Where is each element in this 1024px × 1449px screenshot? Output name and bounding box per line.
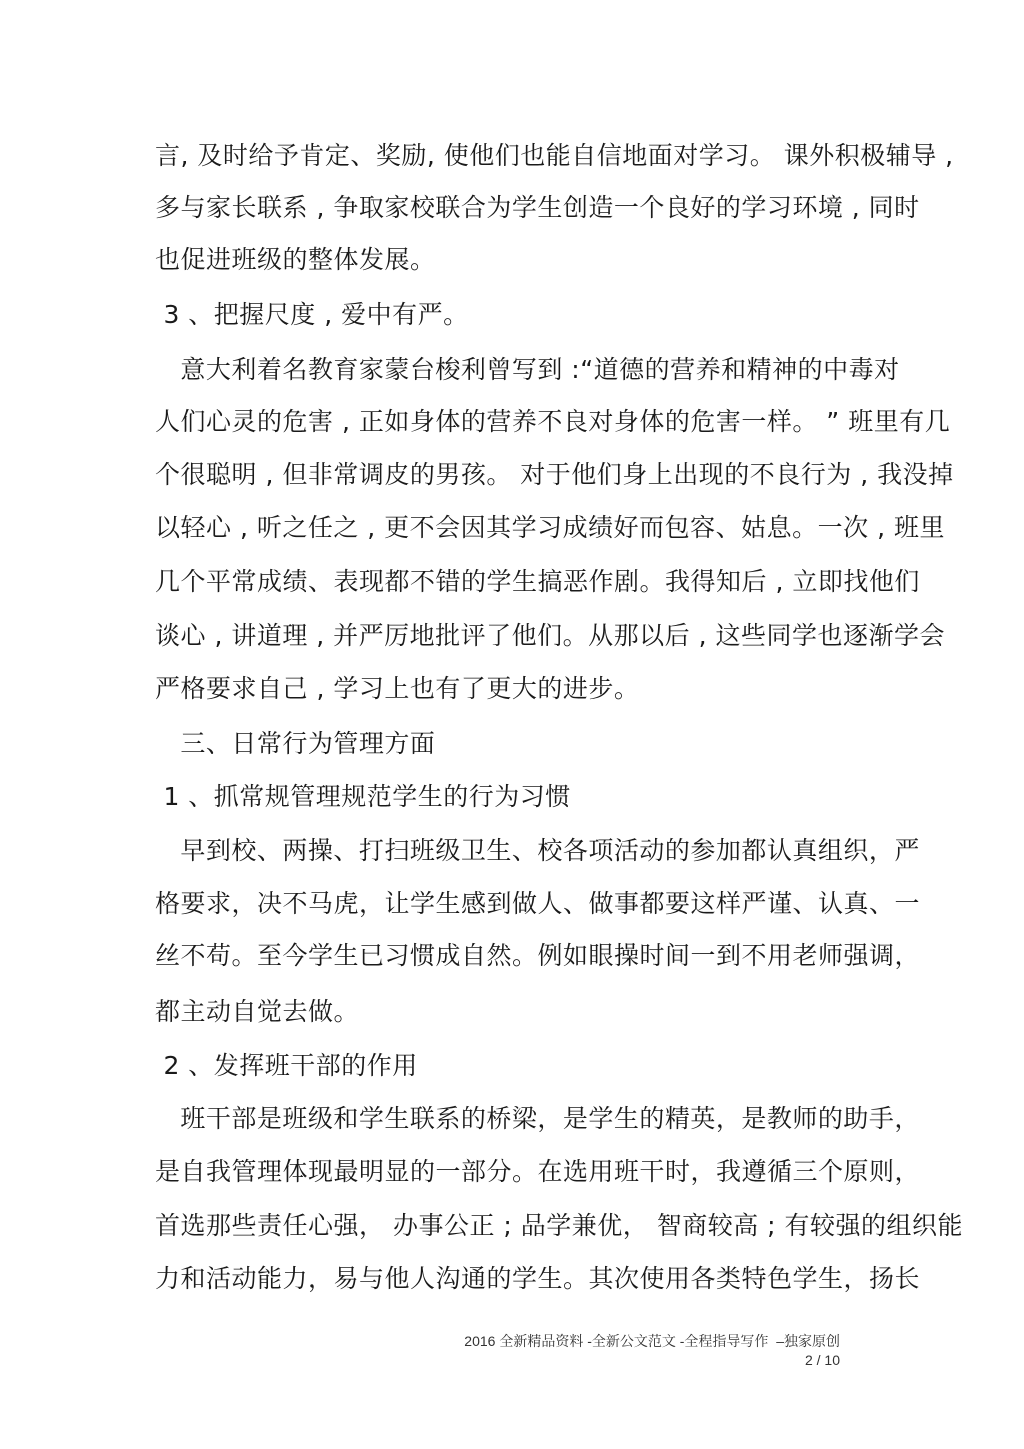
text-line: 都主动自觉去做。 — [155, 997, 360, 1026]
text-line: 丝不苟。至今学生已习惯成自然。例如眼操时间一到不用老师强调， — [155, 941, 921, 970]
text-line: 以轻心 , 听之任之 , 更不会因其学习成绩好而包容、姑息。一次 , 班里 — [155, 513, 946, 542]
text-line: 首选那些责任心强， 办事公正 ; 品学兼优， 智商较高 ; 有较强的组织能 — [155, 1211, 964, 1240]
text-line: 言, 及时给予肯定、奖励, 使他们也能自信地面对学习。 课外积极辅导 , — [155, 141, 954, 170]
page-number: 2 / 10 — [804, 1352, 840, 1368]
text-line: 几个平常成绩、表现都不错的学生搞恶作剧。我得知后 , 立即找他们 — [155, 567, 920, 596]
text-line: 多与家长联系 , 争取家校联合为学生创造一个良好的学习环境 , 同时 — [155, 193, 920, 222]
section-heading: 2 、发挥班干部的作用 — [155, 1051, 418, 1080]
text-line: 人们心灵的危害 , 正如身体的营养不良对身体的危害一样。 ” 班里有几 — [155, 407, 951, 436]
section-heading: 3 、把握尺度 , 爱中有严。 — [155, 300, 469, 329]
text-line: 早到校、两操、打扫班级卫生、校各项活动的参加都认真组织，严 — [155, 836, 920, 865]
section-heading: 1 、抓常规管理规范学生的行为习惯 — [155, 782, 571, 811]
text-line: 格要求，决不马虎，让学生感到做人、做事都要这样严谨、认真、一 — [155, 889, 921, 918]
footer-note: 2016 全新精品资料 -全新公文范文 -全程指导写作 –独家原创 — [464, 1333, 840, 1349]
text-line: 力和活动能力，易与他人沟通的学生。其次使用各类特色学生，扬长 — [155, 1264, 921, 1293]
section-heading: 三、日常行为管理方面 — [155, 729, 436, 758]
text-line: 班干部是班级和学生联系的桥梁，是学生的精英，是教师的助手， — [155, 1104, 920, 1133]
text-line: 也促进班级的整体发展。 — [155, 245, 436, 274]
text-line: 严格要求自己 , 学习上也有了更大的进步。 — [155, 674, 640, 703]
text-line: 个很聪明 , 但非常调皮的男孩。 对于他们身上出现的不良行为 , 我没掉 — [155, 460, 954, 489]
text-line: 意大利着名教育家蒙台梭利曾写到 :“道德的营养和精神的中毒对 — [155, 355, 900, 384]
text-line: 是自我管理体现最明显的一部分。在选用班干时，我遵循三个原则， — [155, 1157, 921, 1186]
text-line: 谈心 , 讲道理 , 并严厉地批评了他们。从那以后 , 这些同学也逐渐学会 — [155, 621, 946, 650]
